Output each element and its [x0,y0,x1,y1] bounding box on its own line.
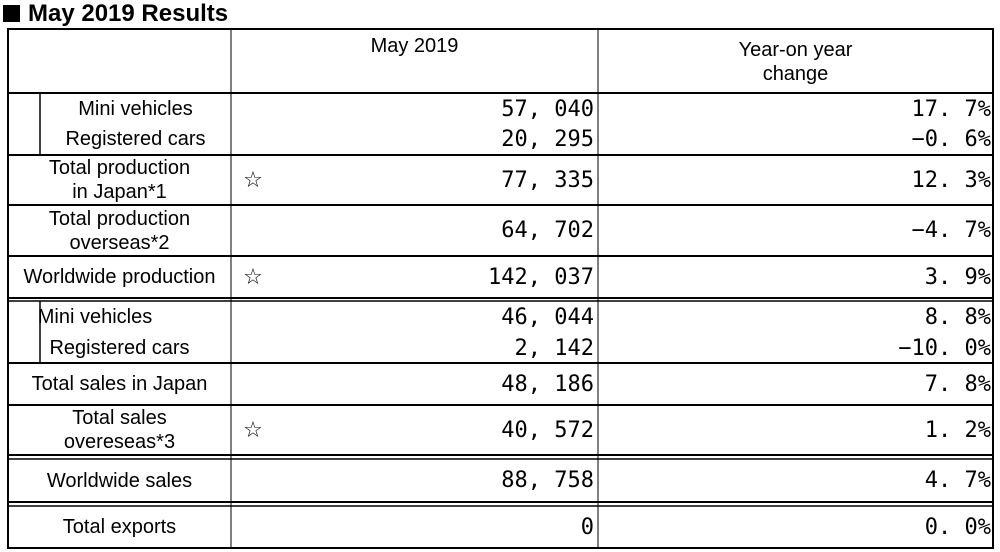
sales-mini-vehicles-yoy: 8. 8% [924,304,991,330]
row-label-total-exports: Total exports [62,516,177,538]
row-label-production-registered-cars: Registered cars [65,128,206,150]
total-sales-japan-value: 48, 186 [501,371,594,397]
worldwide-sales-yoy: 4. 7% [924,468,991,493]
row-label-sales-mini-vehicles: Mini vehicles [37,306,153,328]
production-mini-vehicles-yoy: 17. 7% [911,96,991,122]
row-label-total-production-japan-line2: in Japan*1 [72,181,167,203]
sales-registered-cars-yoy: −10. 0% [898,335,991,361]
total-sales-overseas-value: 40, 572 [501,417,594,443]
total-production-overseas-yoy: −4. 7% [911,218,991,243]
row-label-worldwide-production: Worldwide production [23,266,216,288]
row-label-total-production-japan-line1: Total production [48,157,191,179]
total-production-overseas-value: 64, 702 [501,218,594,243]
row-label-worldwide-sales: Worldwide sales [46,469,193,492]
production-registered-cars-value: 20, 295 [501,126,594,152]
row-label-total-sales-japan: Total sales in Japan [31,373,208,395]
row-label-sales-registered-cars: Registered cars [49,337,190,359]
column-header-yoy-line1: Year-on year [738,39,853,61]
worldwide-production-value: 142, 037 [488,264,594,290]
total-exports-value: 0 [580,514,594,540]
worldwide-sales-value: 88, 758 [501,468,594,493]
row-label-production-mini-vehicles: Mini vehicles [78,98,193,120]
row-label-total-sales-overseas-line2: overeseas*3 [63,431,176,453]
column-header-yoy [598,31,993,93]
column-header-yoy-line2: change [762,63,829,85]
star-icon: ☆ [243,264,263,290]
total-sales-overseas-yoy: 1. 2% [924,417,991,443]
total-exports-yoy: 0. 0% [924,514,991,540]
production-registered-cars-yoy: −0. 6% [911,126,991,152]
total-production-japan-value: 77, 335 [501,167,594,193]
row-label-total-sales-overseas [8,405,231,455]
sales-registered-cars-value: 2, 142 [514,335,594,361]
row-label-total-production-overseas [8,205,231,256]
page-title-text: May 2019 Results [28,0,229,27]
row-label-total-production-japan [8,155,231,205]
total-production-japan-yoy: 12. 3% [911,167,991,193]
star-icon: ☆ [243,167,263,193]
sales-mini-vehicles-value: 46, 044 [501,304,594,330]
column-header-may-2019: May 2019 [370,35,459,57]
row-label-total-sales-overseas-line1: Total sales [72,407,167,429]
row-label-total-production-overseas-line2: overseas*2 [69,231,170,254]
total-sales-japan-yoy: 7. 8% [924,371,991,397]
worldwide-production-yoy: 3. 9% [924,264,991,290]
row-label-total-production-overseas-line1: Total production [48,207,191,230]
production-mini-vehicles-value: 57, 040 [501,96,594,122]
star-icon: ☆ [243,417,263,443]
